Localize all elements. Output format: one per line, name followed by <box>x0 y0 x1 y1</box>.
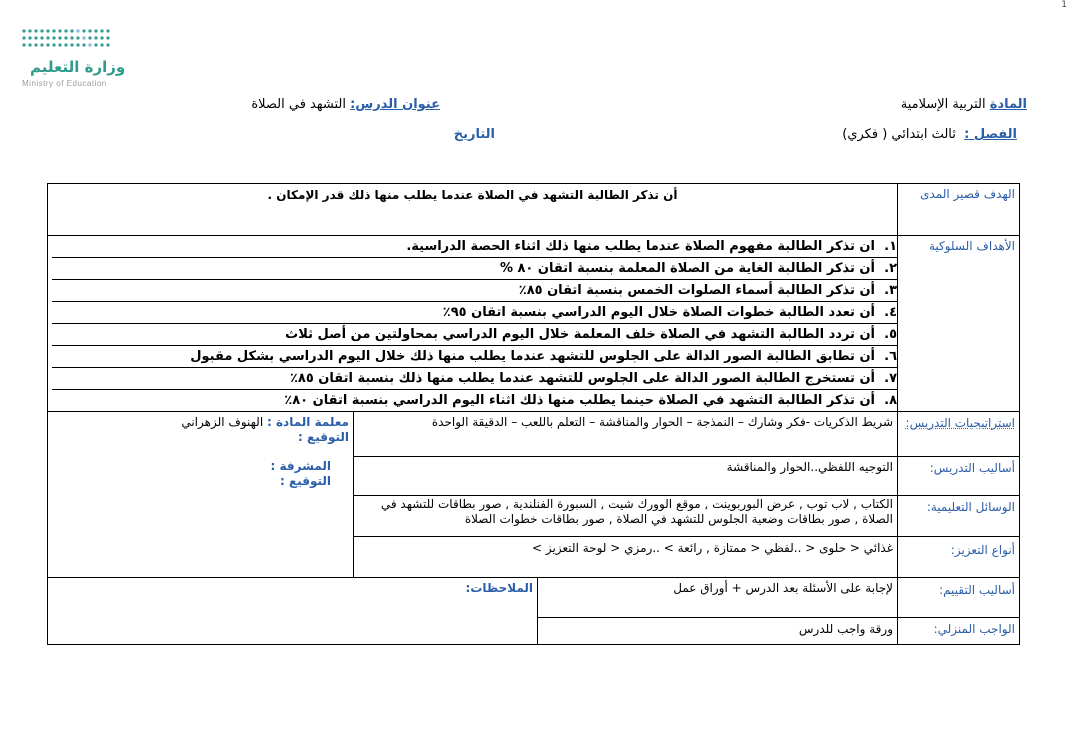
homework-text: ورقة واجب للدرس <box>538 618 898 645</box>
assessment-label: أساليب التقييم: <box>898 578 1020 618</box>
logo-arabic-text: وزارة التعليم <box>30 58 126 76</box>
aids-text: الكتاب , لاب توب , عرض البوربوينت , موقع الوورك شيت , السبورة الفنلندية , صور بطاقات للتشهد في الصلاة , صور بطاقات وضعية الجلوس للتشهد في الصلاة , صور بطاقات خطوات الصلاة <box>354 496 898 537</box>
behavioral-item: ٤.أن تعدد الطالبة خطوات الصلاة خلال اليوم الدراسي بنسبة اتقان ٩٥٪ <box>52 302 897 324</box>
class-value: ثالث ابتدائي ( فكري) <box>842 127 956 142</box>
date-row <box>454 127 495 142</box>
assessment-row <box>48 578 1020 618</box>
notes-label: الملاحظات: <box>48 578 538 645</box>
aids-label: الوسائل التعليمية: <box>898 496 1020 537</box>
teacher-label: معلمة المادة : <box>267 415 349 429</box>
lesson-value: التشهد في الصلاة <box>251 97 346 112</box>
behavioral-label: الأهداف السلوكية <box>898 236 1020 412</box>
behavioral-list <box>48 236 898 412</box>
corner-mark: 1 <box>1061 0 1067 10</box>
homework-label: الواجب المنزلي: <box>898 618 1020 645</box>
behavioral-item: ٢.أن تذكر الطالبة الغاية من الصلاة المعلمة بنسبة اتقان ٨٠ % <box>52 258 897 280</box>
behavioral-item: ٦.أن تطابق الطالبة الصور الدالة على الجلوس للتشهد عندما يطلب منها ذلك خلال اليوم الدراسي بشكل مقبول <box>52 346 897 368</box>
class-label: الفصل : <box>964 127 1017 142</box>
behavioral-item: ١.ان تذكر الطالبة مفهوم الصلاة عندما يطلب منها ذلك اثناء الحصة الدراسية. <box>52 236 897 258</box>
strategies-label: استراتيجيات التدريس: <box>898 412 1020 457</box>
methods-label: أساليب التدريس: <box>898 457 1020 496</box>
supervisor-label: المشرفة : <box>270 459 331 473</box>
supervisor-signature-label: التوقيع : <box>280 474 331 488</box>
methods-text: التوجيه اللفظي..الحوار والمناقشة <box>354 457 898 496</box>
reinforcement-label: أنواع التعزيز: <box>898 537 1020 578</box>
strategies-text: شريط الذكريات -فكر وشارك – النمذجة – الحوار والمناقشة – التعلم باللعب – الدقيقة الواحدة <box>354 412 898 457</box>
moe-dots-logo-icon <box>20 25 112 51</box>
lesson-row <box>251 97 440 112</box>
assessment-text: لإجابة على الأسئلة بعد الدرس + أوراق عمل <box>538 578 898 618</box>
behavioral-item: ٧.أن تستخرج الطالبة الصور الدالة على الجلوس للتشهد عندما يطلب منها ذلك بنسبة اتقان ٨٥٪ <box>52 368 897 390</box>
class-row <box>842 127 1017 142</box>
date-label: التاريخ <box>453 127 495 142</box>
behavioral-item: ٨.أن تذكر الطالبة التشهد في الصلاة حينما يطلب منها ذلك اثناء اليوم الدراسي بنسبة اتقان ٨٠٪ <box>284 393 897 408</box>
behavioral-item: ٣.أن تذكر الطالبة أسماء الصلوات الخمس بنسبة اتقان ٨٥٪ <box>52 280 897 302</box>
subject-row <box>901 97 1027 112</box>
signature-label: التوقيع : <box>298 430 349 444</box>
logo-english-text: Ministry of Education <box>22 79 107 88</box>
teacher-cell <box>48 412 354 578</box>
lesson-label: عنوان الدرس: <box>350 97 440 112</box>
teacher-name: الهنوف الزهراني <box>181 415 264 429</box>
subject-label: المادة <box>989 97 1027 112</box>
short-goal-text: أن تذكر الطالبة التشهد في الصلاة عندما يطلب منها ذلك قدر الإمكان . <box>48 184 898 236</box>
strategies-row <box>48 412 1020 457</box>
short-goal-row <box>48 184 1020 236</box>
lesson-plan-table <box>47 183 1020 645</box>
behavioral-row <box>48 236 1020 412</box>
short-goal-label: الهدف قصير المدى <box>898 184 1020 236</box>
reinforcement-text: غذائي < حلوى < ..لفظي < ممتازة , رائعة > ..رمزي < لوحة التعزيز > <box>354 537 898 578</box>
behavioral-item: ٥.أن تردد الطالبة التشهد في الصلاة خلف المعلمة خلال اليوم الدراسي بمحاولتين من أصل ثلاث <box>52 324 897 346</box>
subject-value: التربية الإسلامية <box>900 97 986 112</box>
